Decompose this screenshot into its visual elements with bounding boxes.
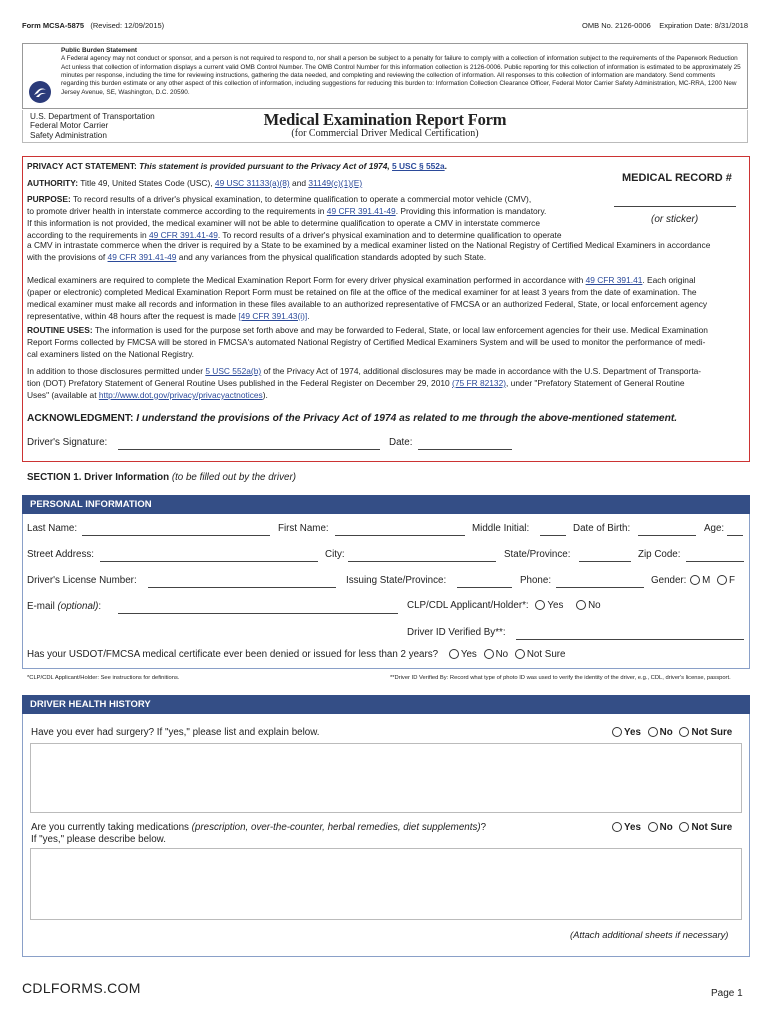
- last-name-input[interactable]: [82, 525, 270, 536]
- medical-record-input[interactable]: [614, 195, 736, 207]
- burden-heading: Public Burden Statement: [61, 47, 137, 54]
- gender-f-label: F: [729, 575, 736, 586]
- state-input[interactable]: [579, 551, 631, 562]
- meds-not-sure-radio[interactable]: [679, 822, 689, 832]
- ack-text: I understand the provisions of the Privacy Act of 1974 as related to me through the above-mentioned statement.: [136, 413, 678, 424]
- meds-yes-radio[interactable]: [612, 822, 622, 832]
- surgery-yes-radio[interactable]: [612, 727, 622, 737]
- agency-line-1: U.S. Department of Transportation: [30, 112, 155, 121]
- clp-no-label: No: [588, 600, 601, 611]
- omb-number: OMB No. 2126-0006: [582, 21, 651, 30]
- agency-line-3: Safety Administration: [30, 130, 107, 140]
- denied-not-sure-radio[interactable]: [515, 649, 525, 659]
- phone-input[interactable]: [556, 577, 644, 588]
- public-burden-statement: [22, 43, 748, 109]
- retention-line-4b: .: [307, 310, 310, 321]
- sig-date-field[interactable]: [418, 438, 512, 450]
- medications-question-end: ?: [480, 822, 487, 833]
- clp-no-radio[interactable]: [576, 600, 586, 610]
- medications-question: [31, 822, 486, 833]
- purpose-line-2b: . Providing this information is mandatory.: [395, 205, 547, 216]
- city-label: City:: [325, 549, 345, 560]
- purpose-line-3: If this information is not provided, the medical examiner will not be able to determine qualification to operate a CMV in interstate commerce: [27, 217, 540, 228]
- additional-link-2[interactable]: (75 FR 82132): [452, 377, 507, 388]
- street-input[interactable]: [100, 551, 318, 562]
- personal-info-bar: PERSONAL INFORMATION: [22, 495, 750, 514]
- zip-label: Zip Code:: [638, 549, 681, 560]
- expiration-date: Expiration Date: 8/31/2018: [659, 21, 748, 30]
- purpose-line-4b: . To record results of a driver's physical examination and to determine qualification to operate: [217, 229, 562, 240]
- retention-line-3: medical examiner must make all records and information in these files available to an authorized representative of FMCSA or an authorized Federal, State, or local enforcement agency: [27, 298, 708, 309]
- purpose-link-2[interactable]: 49 CFR 391.41-49: [148, 229, 218, 240]
- form-id: Form MCSA-5875: [22, 21, 85, 30]
- additional-line-2a: tion (DOT) Prefatory Statement of General Routine Uses published in the Federal Register on December 29, 2010: [27, 377, 450, 388]
- email-optional: (optional): [57, 601, 99, 612]
- middle-initial-input[interactable]: [540, 525, 566, 536]
- clp-label: CLP/CDL Applicant/Holder*:: [407, 600, 529, 611]
- section-1-note: (to be filled out by the driver): [171, 472, 296, 483]
- denied-no-radio[interactable]: [484, 649, 494, 659]
- additional-line-3b: ).: [262, 389, 268, 400]
- street-label: Street Address:: [27, 549, 94, 560]
- authority-link-2[interactable]: 31149(c)(1)(E): [308, 178, 363, 188]
- retention-link-1[interactable]: 49 CFR 391.41: [585, 275, 643, 285]
- ack-label: ACKNOWLEDGMENT:: [27, 413, 134, 424]
- agency-line-2: Federal Motor Carrier: [30, 121, 109, 131]
- clp-group: [407, 600, 601, 611]
- purpose-label: PURPOSE:: [27, 194, 71, 204]
- acknowledgment: [27, 413, 677, 424]
- or-sticker-note: (or sticker): [651, 214, 699, 225]
- surgery-not-sure-label: Not Sure: [691, 727, 733, 738]
- phone-label: Phone:: [520, 575, 552, 586]
- purpose-line-6b: and any variances from the physical qualification standards adopted by such State.: [178, 251, 487, 262]
- retention-line-1a: Medical examiners are required to complete the Medical Examination Report Form for every driver physical examination performed in accordance with: [27, 275, 584, 285]
- city-input[interactable]: [348, 551, 496, 562]
- additional-line-2b: , under "Prefatory Statement of General Routine: [506, 377, 685, 388]
- gender-m-radio[interactable]: [690, 575, 700, 585]
- surgery-not-sure-radio[interactable]: [679, 727, 689, 737]
- clp-yes-label: Yes: [547, 600, 564, 611]
- gender-f-radio[interactable]: [717, 575, 727, 585]
- last-name-label: Last Name:: [27, 523, 78, 534]
- section-1-title: [27, 472, 296, 483]
- gender-m-label: M: [702, 575, 711, 586]
- additional-line-3a: Uses" (available at: [27, 389, 97, 400]
- meds-not-sure-label: Not Sure: [691, 822, 733, 833]
- license-input[interactable]: [148, 577, 336, 588]
- signature-label: Driver's Signature:: [27, 437, 108, 448]
- medications-question-2: If "yes," please describe below.: [31, 834, 166, 845]
- routine-uses: [27, 325, 747, 361]
- authority-and: and: [292, 178, 307, 188]
- gender-label: Gender:: [651, 575, 687, 586]
- purpose-line-2a: to promote driver health in interstate commerce according to the requirements in: [27, 205, 325, 216]
- revised-date: (Revised: 12/09/2015): [90, 21, 165, 30]
- meds-no-label: No: [659, 822, 673, 833]
- omb-line: [582, 21, 748, 30]
- purpose-line-5: a CMV in intrastate commerce when the driver is required by a State to be examined by a medical examiner listed on the National Registry of Certified Medical Examiners in accordance: [27, 240, 711, 250]
- meds-no-radio[interactable]: [648, 822, 658, 832]
- medications-examples: (prescription, over-the-counter, herbal remedies, diet supplements): [191, 822, 481, 833]
- routine-line-1: The information is used for the purpose set forth above and may be forwarded to Federal, State, or local law enforcement agencies for their use. Medical Examination: [94, 325, 708, 335]
- middle-initial-label: Middle Initial:: [472, 523, 530, 534]
- privacy-link[interactable]: 5 USC § 552a: [392, 161, 445, 171]
- dob-input[interactable]: [638, 525, 696, 536]
- authority-label: AUTHORITY:: [27, 178, 79, 188]
- clp-yes-radio[interactable]: [535, 600, 545, 610]
- form-id-line: [22, 21, 164, 30]
- additional-line-1a: In addition to those disclosures permitted under: [27, 366, 203, 376]
- denied-question: Has your USDOT/FMCSA medical certificate ever been denied or issued for less than 2 years?: [27, 649, 439, 660]
- signature-field[interactable]: [118, 438, 380, 450]
- retention-line-1b: . Each original: [642, 275, 696, 285]
- medications-textarea[interactable]: [30, 848, 742, 920]
- purpose-line-4a: according to the requirements in: [27, 229, 147, 240]
- authority-text: Title 49, United States Code (USC),: [80, 178, 213, 188]
- routine-line-2: Report Forms collected by FMCSA will be stored in FMCSA's automated National Registry of Certified Medical Examiners System and will be used to monitor the performance of medi-: [27, 336, 706, 347]
- retention-line-4a: representative, within 48 hours after the request is made: [27, 310, 237, 321]
- sig-date-label: Date:: [389, 437, 413, 448]
- first-name-input[interactable]: [335, 525, 465, 536]
- purpose-link-3[interactable]: 49 CFR 391.41-49: [107, 251, 177, 262]
- age-input[interactable]: [727, 525, 743, 536]
- surgery-explanation-textarea[interactable]: [30, 743, 742, 813]
- additional-link-1[interactable]: 5 USC 552a(b): [205, 366, 262, 376]
- email-input[interactable]: [118, 603, 398, 614]
- site-brand: CDLFORMS.COM: [22, 980, 141, 996]
- denied-yes-label: Yes: [460, 649, 477, 660]
- section-1-label: SECTION 1. Driver Information: [27, 472, 170, 483]
- age-label: Age:: [704, 523, 725, 534]
- privacy-notices-link[interactable]: http://www.dot.gov/privacy/privacyactnotices: [98, 389, 263, 400]
- privacy-heading-end: .: [444, 161, 447, 171]
- purpose-line-6a: with the provisions of: [27, 251, 106, 262]
- retention-paragraph: [27, 275, 747, 323]
- zip-input[interactable]: [686, 551, 744, 562]
- page-number: Page 1: [711, 988, 743, 999]
- email-label-group: [27, 601, 101, 612]
- surgery-no-radio[interactable]: [648, 727, 658, 737]
- privacy-heading: [27, 161, 607, 173]
- authority-line: [27, 178, 607, 190]
- email-label: E-mail: [27, 601, 55, 612]
- footnote-clp: *CLP/CDL Applicant/Holder: See instructions for definitions.: [27, 675, 180, 681]
- state-label: State/Province:: [504, 549, 571, 560]
- retention-line-2: (paper or electronic) completed Medical Examination Report Form must be retained on file at the office of the medical examiner for at least 3 years from the date of examination. The: [27, 286, 697, 297]
- denied-not-sure-label: Not Sure: [526, 649, 566, 660]
- issuing-state-input[interactable]: [457, 577, 512, 588]
- surgery-options: [612, 727, 732, 738]
- id-verified-input[interactable]: [516, 629, 744, 640]
- surgery-no-label: No: [659, 727, 673, 738]
- privacy-heading-label: PRIVACY ACT STATEMENT:: [27, 161, 137, 171]
- license-label: Driver's License Number:: [27, 575, 137, 586]
- routine-label: ROUTINE USES:: [27, 325, 93, 335]
- denied-question-group: [27, 649, 566, 660]
- dot-seal-icon: [29, 81, 51, 103]
- footnote-id: **Driver ID Verified By: Record what type of photo ID was used to verify the identity of the driver, e.g., CDL, driver's license, passport.: [390, 675, 731, 681]
- authority-link-1[interactable]: 49 USC 31133(a)(8): [214, 178, 290, 188]
- retention-link-2[interactable]: [49 CFR 391.43(i)]: [238, 310, 308, 321]
- email-colon: :: [98, 601, 102, 612]
- issuing-state-label: Issuing State/Province:: [346, 575, 447, 586]
- purpose-block-2: [27, 240, 747, 264]
- page-subtitle: (for Commercial Driver Medical Certification): [291, 128, 479, 139]
- first-name-label: First Name:: [278, 523, 329, 534]
- privacy-heading-text: This statement is provided pursuant to the Privacy Act of 1974,: [139, 161, 390, 171]
- attach-sheets-note: (Attach additional sheets if necessary): [570, 929, 729, 940]
- medical-record-label: MEDICAL RECORD #: [622, 172, 732, 184]
- medications-options: [612, 822, 732, 833]
- routine-line-3: cal examiners listed on the National Registry.: [27, 348, 194, 359]
- purpose-line-1: To record results of a driver's physical examination, to determine qualification to operate a commercial motor vehicle (CMV),: [72, 194, 532, 204]
- purpose-link-1[interactable]: 49 CFR 391.41-49: [326, 205, 396, 216]
- gender-group: [651, 575, 735, 586]
- id-verified-label: Driver ID Verified By**:: [407, 627, 506, 638]
- page-title: Medical Examination Report Form: [263, 110, 507, 129]
- surgery-question: Have you ever had surgery? If "yes," please list and explain below.: [31, 727, 320, 738]
- health-history-bar: DRIVER HEALTH HISTORY: [22, 695, 750, 714]
- dob-label: Date of Birth:: [573, 523, 631, 534]
- additional-disclosures: [27, 366, 747, 402]
- burden-text: A Federal agency may not conduct or sponsor, and a person is not required to respond to, nor shall a person be subject to a penalty for failure to comply with a collection of information subject to the requirements of the Paperwork Reduction Act unless that collection of information displays a current valid OMB Control Number. The OMB Control Number for this information collection is 2126-0006. Public reporting for this collection of information is estimated to be approximately 25 minutes per response, including the time for reviewing instructions, gathering the data needed, and completing and reviewing the collection of information. All responses to this collection of information are mandatory. Send comments regarding this burden estimate or any other aspect of this collection of information, including suggestions for reducing this burden to: Information Collection Clearance Officer, Federal Motor Carrier Safety Administration, MC-RRA, 1200 New Jersey Avenue, SE, Washington, D.C. 20590.: [61, 55, 741, 96]
- meds-yes-label: Yes: [624, 822, 641, 833]
- denied-yes-radio[interactable]: [449, 649, 459, 659]
- surgery-yes-label: Yes: [624, 727, 641, 738]
- additional-line-1b: of the Privacy Act of 1974, additional disclosures may be made in accordance with the U.S. Department of Transporta-: [263, 366, 702, 376]
- medications-question-text: Are you currently taking medications: [31, 822, 189, 833]
- purpose-block: [27, 194, 602, 242]
- denied-no-label: No: [495, 649, 509, 660]
